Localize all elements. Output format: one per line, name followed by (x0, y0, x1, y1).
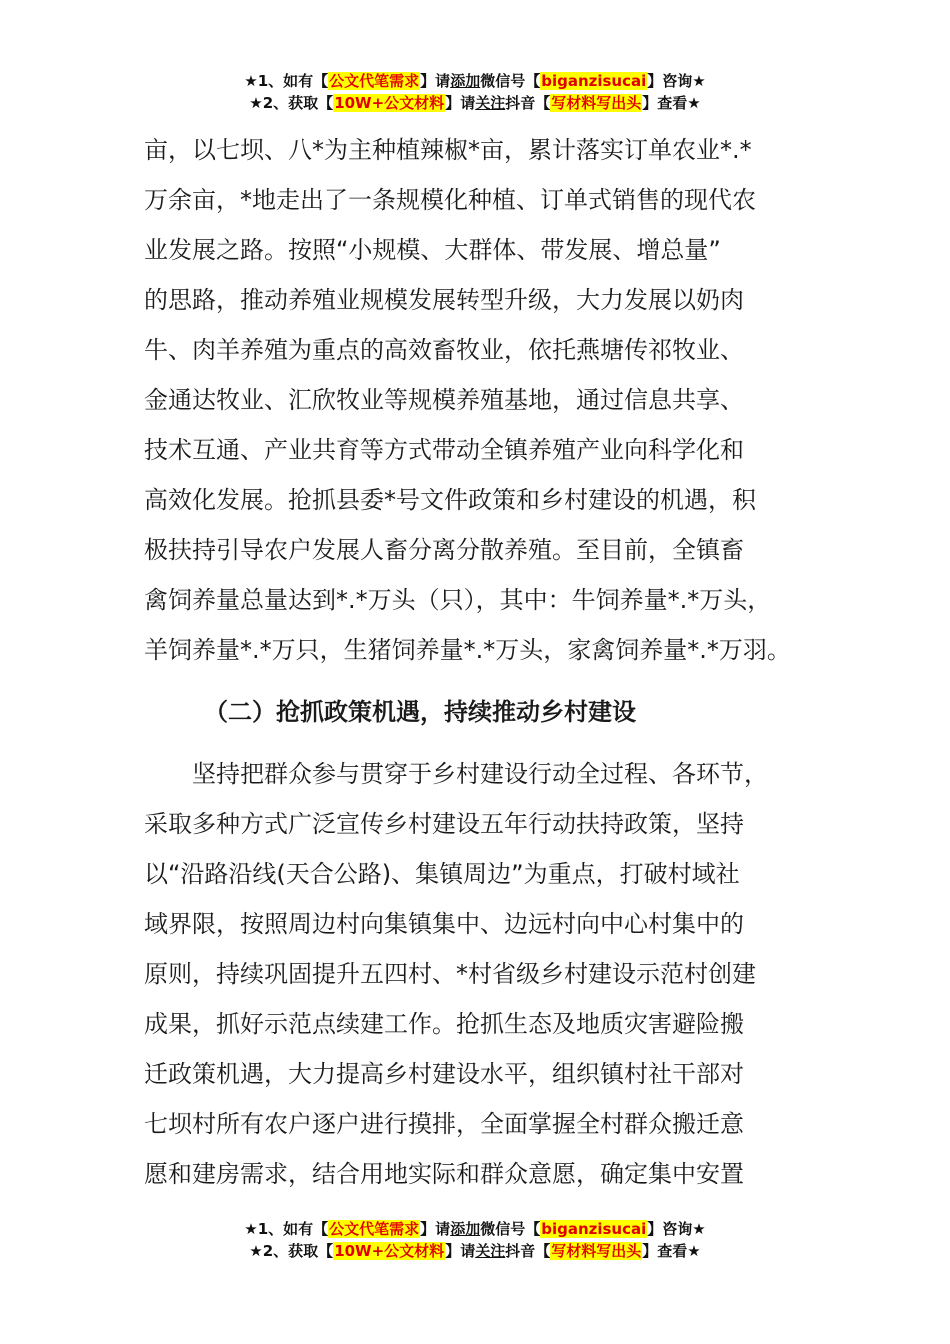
banner-underlined-text: 添加 (450, 1220, 481, 1238)
banner-highlight: biganzisucai (541, 1220, 647, 1238)
paragraph-line: 技术互通、产业共育等方式带动全镇养殖产业向科学化和 (144, 436, 744, 464)
paragraph-line: 七坝村所有农户逐户进行摸排，全面掌握全村群众搬迁意 (144, 1110, 744, 1138)
banner-text: 微信号【 (480, 72, 541, 90)
banner-line-1 (0, 70, 950, 92)
banner-text: ★1、如有【 (244, 72, 329, 90)
header-banner (0, 70, 950, 114)
banner-highlight: 10W+公文材料 (334, 1242, 445, 1260)
paragraph-line: 采取多种方式广泛宣传乡村建设五年行动扶持政策，坚持 (144, 810, 744, 838)
paragraph-line: 极扶持引导农户发展人畜分离分散养殖。至目前，全镇畜 (144, 536, 744, 564)
banner-text: 】咨询★ (647, 1220, 706, 1238)
document-body (144, 125, 834, 1199)
paragraph-line: 的思路，推动养殖业规模发展转型升级，大力发展以奶肉 (144, 286, 744, 314)
paragraph-line: 业发展之路。按照“小规模、大群体、带发展、增总量” (144, 236, 721, 264)
banner-text: ★1、如有【 (244, 1220, 329, 1238)
banner-line-2 (0, 1240, 950, 1262)
banner-highlight: biganzisucai (541, 72, 647, 90)
paragraph-line: 万余亩，*地走出了一条规模化种植、订单式销售的现代农 (144, 186, 756, 214)
banner-text: ★2、获取【 (249, 1242, 334, 1260)
footer-banner (0, 1218, 950, 1262)
banner-text: 】请 (420, 1220, 451, 1238)
banner-text: 】查看★ (642, 94, 701, 112)
banner-highlight: 公文代笔需求 (329, 72, 420, 90)
paragraph-line: 以“沿路沿线(天合公路)、集镇周边”为重点，打破村域社 (144, 860, 740, 888)
banner-text: 微信号【 (480, 1220, 541, 1238)
banner-text: 抖音【 (505, 1242, 551, 1260)
banner-underlined-text: 添加 (450, 72, 481, 90)
paragraph-line: 迁政策机遇，大力提高乡村建设水平，组织镇村社干部对 (144, 1060, 744, 1088)
banner-highlight: 写材料写出头 (551, 1242, 642, 1260)
paragraph-line: 牛、肉羊养殖为重点的高效畜牧业，依托燕塘传祁牧业、 (144, 336, 744, 364)
banner-line-1 (0, 1218, 950, 1240)
banner-text: 抖音【 (505, 94, 551, 112)
paragraph-line: 原则，持续巩固提升五四村、*村省级乡村建设示范村创建 (144, 960, 756, 988)
banner-underlined-text: 关注 (475, 1242, 506, 1260)
banner-underlined-text: 关注 (475, 94, 506, 112)
banner-line-2 (0, 92, 950, 114)
banner-text: 】请 (420, 72, 451, 90)
paragraph-line: 成果，抓好示范点续建工作。抢抓生态及地质灾害避险搬 (144, 1010, 744, 1038)
paragraph-line: 羊饲养量*.*万只，生猪饲养量*.*万头，家禽饲养量*.*万羽。 (144, 636, 791, 664)
paragraph-line: 高效化发展。抢抓县委*号文件政策和乡村建设的机遇，积 (144, 486, 756, 514)
paragraph-line: 亩，以七坝、八*为主种植辣椒*亩，累计落实订单农业*.* (144, 136, 752, 164)
paragraph-line: 金通达牧业、汇欣牧业等规模养殖基地，通过信息共享、 (144, 386, 744, 414)
paragraph-line: 禽饲养量总量达到*.*万头（只），其中：牛饲养量*.*万头， (144, 586, 772, 614)
banner-text: 】请 (445, 1242, 476, 1260)
banner-highlight: 写材料写出头 (551, 94, 642, 112)
banner-highlight: 公文代笔需求 (329, 1220, 420, 1238)
banner-text: 】咨询★ (647, 72, 706, 90)
banner-text: 】查看★ (642, 1242, 701, 1260)
section-heading: （二）抢抓政策机遇，持续推动乡村建设 (204, 698, 636, 726)
banner-text: ★2、获取【 (249, 94, 334, 112)
banner-text: 】请 (445, 94, 476, 112)
paragraph-line: 坚持把群众参与贯穿于乡村建设行动全过程、各环节， (144, 760, 768, 788)
paragraph-line: 域界限，按照周边村向集镇集中、边远村向中心村集中的 (144, 910, 744, 938)
banner-highlight: 10W+公文材料 (334, 94, 445, 112)
paragraph-line: 愿和建房需求，结合用地实际和群众意愿，确定集中安置 (144, 1160, 744, 1188)
